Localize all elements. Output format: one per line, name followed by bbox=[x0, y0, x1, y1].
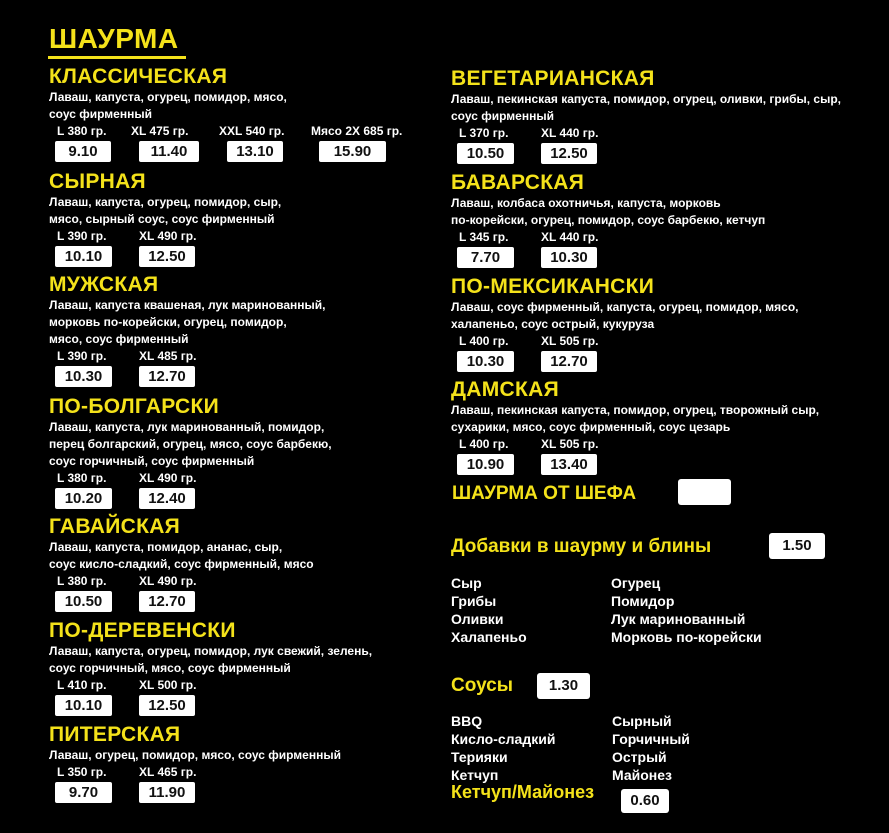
addons-list-left bbox=[451, 574, 527, 646]
size-label: XL 505 гр. bbox=[541, 334, 599, 348]
description-line: Лаваш, капуста квашеная, лук маринованный, bbox=[49, 298, 326, 312]
sauces-list-right bbox=[612, 712, 690, 784]
size-price-row bbox=[49, 348, 439, 388]
size-label: L 345 гр. bbox=[459, 230, 509, 244]
list-item: Острый bbox=[612, 749, 667, 765]
price-tag: 12.70 bbox=[139, 366, 195, 387]
description-line: Лаваш, колбаса охотничья, капуста, морковь bbox=[451, 196, 721, 210]
item-description bbox=[451, 299, 841, 333]
price-tag: 10.10 bbox=[55, 246, 112, 267]
description-line: Лаваш, огурец, помидор, мясо, соус фирменный bbox=[49, 748, 341, 762]
size-label: XL 475 гр. bbox=[131, 124, 189, 138]
description-line: соус кисло-сладкий, соус фирменный, мясо bbox=[49, 557, 314, 571]
item-name: ПО-ДЕРЕВЕНСКИ bbox=[49, 619, 236, 642]
menu-item bbox=[451, 172, 841, 269]
item-name: ВЕГЕТАРИАНСКАЯ bbox=[451, 67, 655, 90]
description-line: по-корейски, огурец, помидор, соус барбекю, кетчуп bbox=[451, 213, 766, 227]
size-label: L 400 гр. bbox=[459, 334, 509, 348]
price-tag: 10.50 bbox=[457, 143, 514, 164]
price-tag: 12.40 bbox=[139, 488, 195, 509]
list-item: Терияки bbox=[451, 749, 508, 765]
item-name: ПИТЕРСКАЯ bbox=[49, 723, 181, 746]
list-item: Огурец bbox=[611, 575, 661, 591]
chef-special-price bbox=[678, 479, 731, 505]
menu-item bbox=[49, 171, 439, 268]
size-label: L 380 гр. bbox=[57, 124, 107, 138]
description-line: Лаваш, соус фирменный, капуста, огурец, помидор, мясо, bbox=[451, 300, 799, 314]
price-tag: 10.10 bbox=[55, 695, 112, 716]
item-description bbox=[49, 419, 439, 470]
addons-list-right bbox=[611, 574, 762, 646]
size-label: XL 490 гр. bbox=[139, 574, 197, 588]
size-label: L 410 гр. bbox=[57, 678, 107, 692]
addons-title: Добавки в шаурму и блины bbox=[451, 536, 712, 557]
size-label: Мясо 2X 685 гр. bbox=[311, 124, 403, 138]
size-label: L 400 гр. bbox=[459, 437, 509, 451]
list-item: Халапеньо bbox=[451, 629, 527, 645]
item-description bbox=[49, 747, 439, 764]
size-label: XL 500 гр. bbox=[139, 678, 197, 692]
description-line: Лаваш, капуста, огурец, помидор, сыр, bbox=[49, 195, 282, 209]
sauces-list-left bbox=[451, 712, 555, 784]
size-price-row bbox=[49, 123, 439, 163]
sauces-title: Соусы bbox=[451, 675, 513, 696]
description-line: соус горчичный, мясо, соус фирменный bbox=[49, 661, 291, 675]
price-tag: 10.30 bbox=[457, 351, 514, 372]
size-price-row bbox=[451, 229, 841, 269]
item-name: ПО-БОЛГАРСКИ bbox=[49, 395, 219, 418]
size-label: XL 440 гр. bbox=[541, 126, 599, 140]
size-price-row bbox=[451, 436, 841, 476]
size-label: XL 490 гр. bbox=[139, 229, 197, 243]
description-line: Лаваш, пекинская капуста, помидор, огурец, оливки, грибы, сыр, bbox=[451, 92, 841, 106]
menu-item bbox=[49, 66, 439, 163]
size-label: XL 505 гр. bbox=[541, 437, 599, 451]
size-label: XXL 540 гр. bbox=[219, 124, 285, 138]
item-description bbox=[49, 297, 439, 348]
menu-title: ШАУРМА bbox=[49, 23, 179, 54]
item-description bbox=[451, 402, 841, 436]
item-name: БАВАРСКАЯ bbox=[451, 171, 585, 194]
price-tag: 10.90 bbox=[457, 454, 514, 475]
list-item: Грибы bbox=[451, 593, 497, 609]
description-line: сухарики, мясо, соус фирменный, соус цезарь bbox=[451, 420, 731, 434]
size-label: L 390 гр. bbox=[57, 229, 107, 243]
list-item: Лук маринованный bbox=[611, 611, 746, 627]
price-tag: 11.40 bbox=[139, 141, 199, 162]
list-item: BBQ bbox=[451, 713, 483, 729]
item-description bbox=[49, 539, 439, 573]
description-line: Лаваш, капуста, помидор, ананас, сыр, bbox=[49, 540, 283, 554]
size-price-row bbox=[49, 764, 439, 804]
size-label: XL 490 гр. bbox=[139, 471, 197, 485]
price-tag: 12.50 bbox=[139, 246, 195, 267]
size-label: L 380 гр. bbox=[57, 471, 107, 485]
addons-price: 1.50 bbox=[769, 533, 825, 559]
size-label: XL 440 гр. bbox=[541, 230, 599, 244]
size-label: L 390 гр. bbox=[57, 349, 107, 363]
description-line: соус фирменный bbox=[451, 109, 554, 123]
menu-item bbox=[49, 724, 439, 804]
size-price-row bbox=[451, 333, 841, 373]
price-tag: 10.30 bbox=[55, 366, 112, 387]
price-tag: 10.20 bbox=[55, 488, 112, 509]
ketchup-mayo-label: Кетчуп/Майонез bbox=[451, 782, 595, 802]
menu-item bbox=[451, 379, 841, 476]
description-line: Лаваш, капуста, лук маринованный, помидор, bbox=[49, 420, 325, 434]
description-line: морковь по-корейски, огурец, помидор, bbox=[49, 315, 287, 329]
description-line: перец болгарский, огурец, мясо, соус барбекю, bbox=[49, 437, 332, 451]
price-tag: 12.50 bbox=[541, 143, 597, 164]
price-tag: 12.50 bbox=[139, 695, 195, 716]
description-line: мясо, сырный соус, соус фирменный bbox=[49, 212, 275, 226]
price-tag: 13.40 bbox=[541, 454, 597, 475]
price-tag: 12.70 bbox=[139, 591, 195, 612]
menu-item bbox=[451, 68, 841, 165]
menu-item bbox=[49, 274, 439, 388]
size-price-row bbox=[49, 470, 439, 510]
price-tag: 10.30 bbox=[541, 247, 597, 268]
item-name: КЛАССИЧЕСКАЯ bbox=[49, 65, 228, 88]
description-line: мясо, соус фирменный bbox=[49, 332, 189, 346]
size-price-row bbox=[49, 677, 439, 717]
item-description bbox=[49, 194, 439, 228]
item-description bbox=[451, 91, 841, 125]
list-item: Горчичный bbox=[612, 731, 690, 747]
item-name: ДАМСКАЯ bbox=[451, 378, 559, 401]
list-item: Майонез bbox=[612, 767, 672, 783]
price-tag: 15.90 bbox=[319, 141, 386, 162]
size-price-row bbox=[49, 228, 439, 268]
menu-item bbox=[49, 516, 439, 613]
description-line: соус горчичный, соус фирменный bbox=[49, 454, 255, 468]
description-line: Лаваш, капуста, огурец, помидор, лук свежий, зелень, bbox=[49, 644, 373, 658]
sauces-price: 1.30 bbox=[537, 673, 590, 699]
size-label: XL 465 гр. bbox=[139, 765, 197, 779]
size-price-row bbox=[451, 125, 841, 165]
size-label: XL 485 гр. bbox=[139, 349, 197, 363]
list-item: Кетчуп bbox=[451, 767, 499, 783]
chef-special-title: ШАУРМА ОТ ШЕФА bbox=[452, 483, 637, 504]
item-description bbox=[49, 89, 439, 123]
menu-item bbox=[49, 620, 439, 717]
price-tag: 7.70 bbox=[457, 247, 514, 268]
description-line: Лаваш, капуста, огурец, помидор, мясо, bbox=[49, 90, 287, 104]
size-label: L 350 гр. bbox=[57, 765, 107, 779]
menu-item bbox=[49, 396, 439, 510]
list-item: Помидор bbox=[611, 593, 675, 609]
size-price-row bbox=[49, 573, 439, 613]
list-item: Сырный bbox=[612, 713, 672, 729]
list-item: Оливки bbox=[451, 611, 504, 627]
size-label: L 370 гр. bbox=[459, 126, 509, 140]
title-underline bbox=[48, 56, 186, 59]
description-line: Лаваш, пекинская капуста, помидор, огурец, творожный сыр, bbox=[451, 403, 820, 417]
item-name: ПО-МЕКСИКАНСКИ bbox=[451, 275, 655, 298]
menu-item bbox=[451, 276, 841, 373]
ketchup-mayo-price: 0.60 bbox=[621, 789, 669, 813]
price-tag: 9.70 bbox=[55, 782, 112, 803]
list-item: Сыр bbox=[451, 575, 482, 591]
size-label: L 380 гр. bbox=[57, 574, 107, 588]
item-description bbox=[451, 195, 841, 229]
price-tag: 9.10 bbox=[55, 141, 111, 162]
list-item: Кисло-сладкий bbox=[451, 731, 556, 747]
item-description bbox=[49, 643, 439, 677]
price-tag: 13.10 bbox=[227, 141, 283, 162]
item-name: ГАВАЙСКАЯ bbox=[49, 515, 181, 538]
description-line: соус фирменный bbox=[49, 107, 152, 121]
description-line: халапеньо, соус острый, кукуруза bbox=[451, 317, 655, 331]
price-tag: 10.50 bbox=[55, 591, 112, 612]
item-name: СЫРНАЯ bbox=[49, 170, 146, 193]
price-tag: 12.70 bbox=[541, 351, 597, 372]
list-item: Морковь по-корейски bbox=[611, 629, 762, 645]
item-name: МУЖСКАЯ bbox=[49, 273, 159, 296]
price-tag: 11.90 bbox=[139, 782, 195, 803]
